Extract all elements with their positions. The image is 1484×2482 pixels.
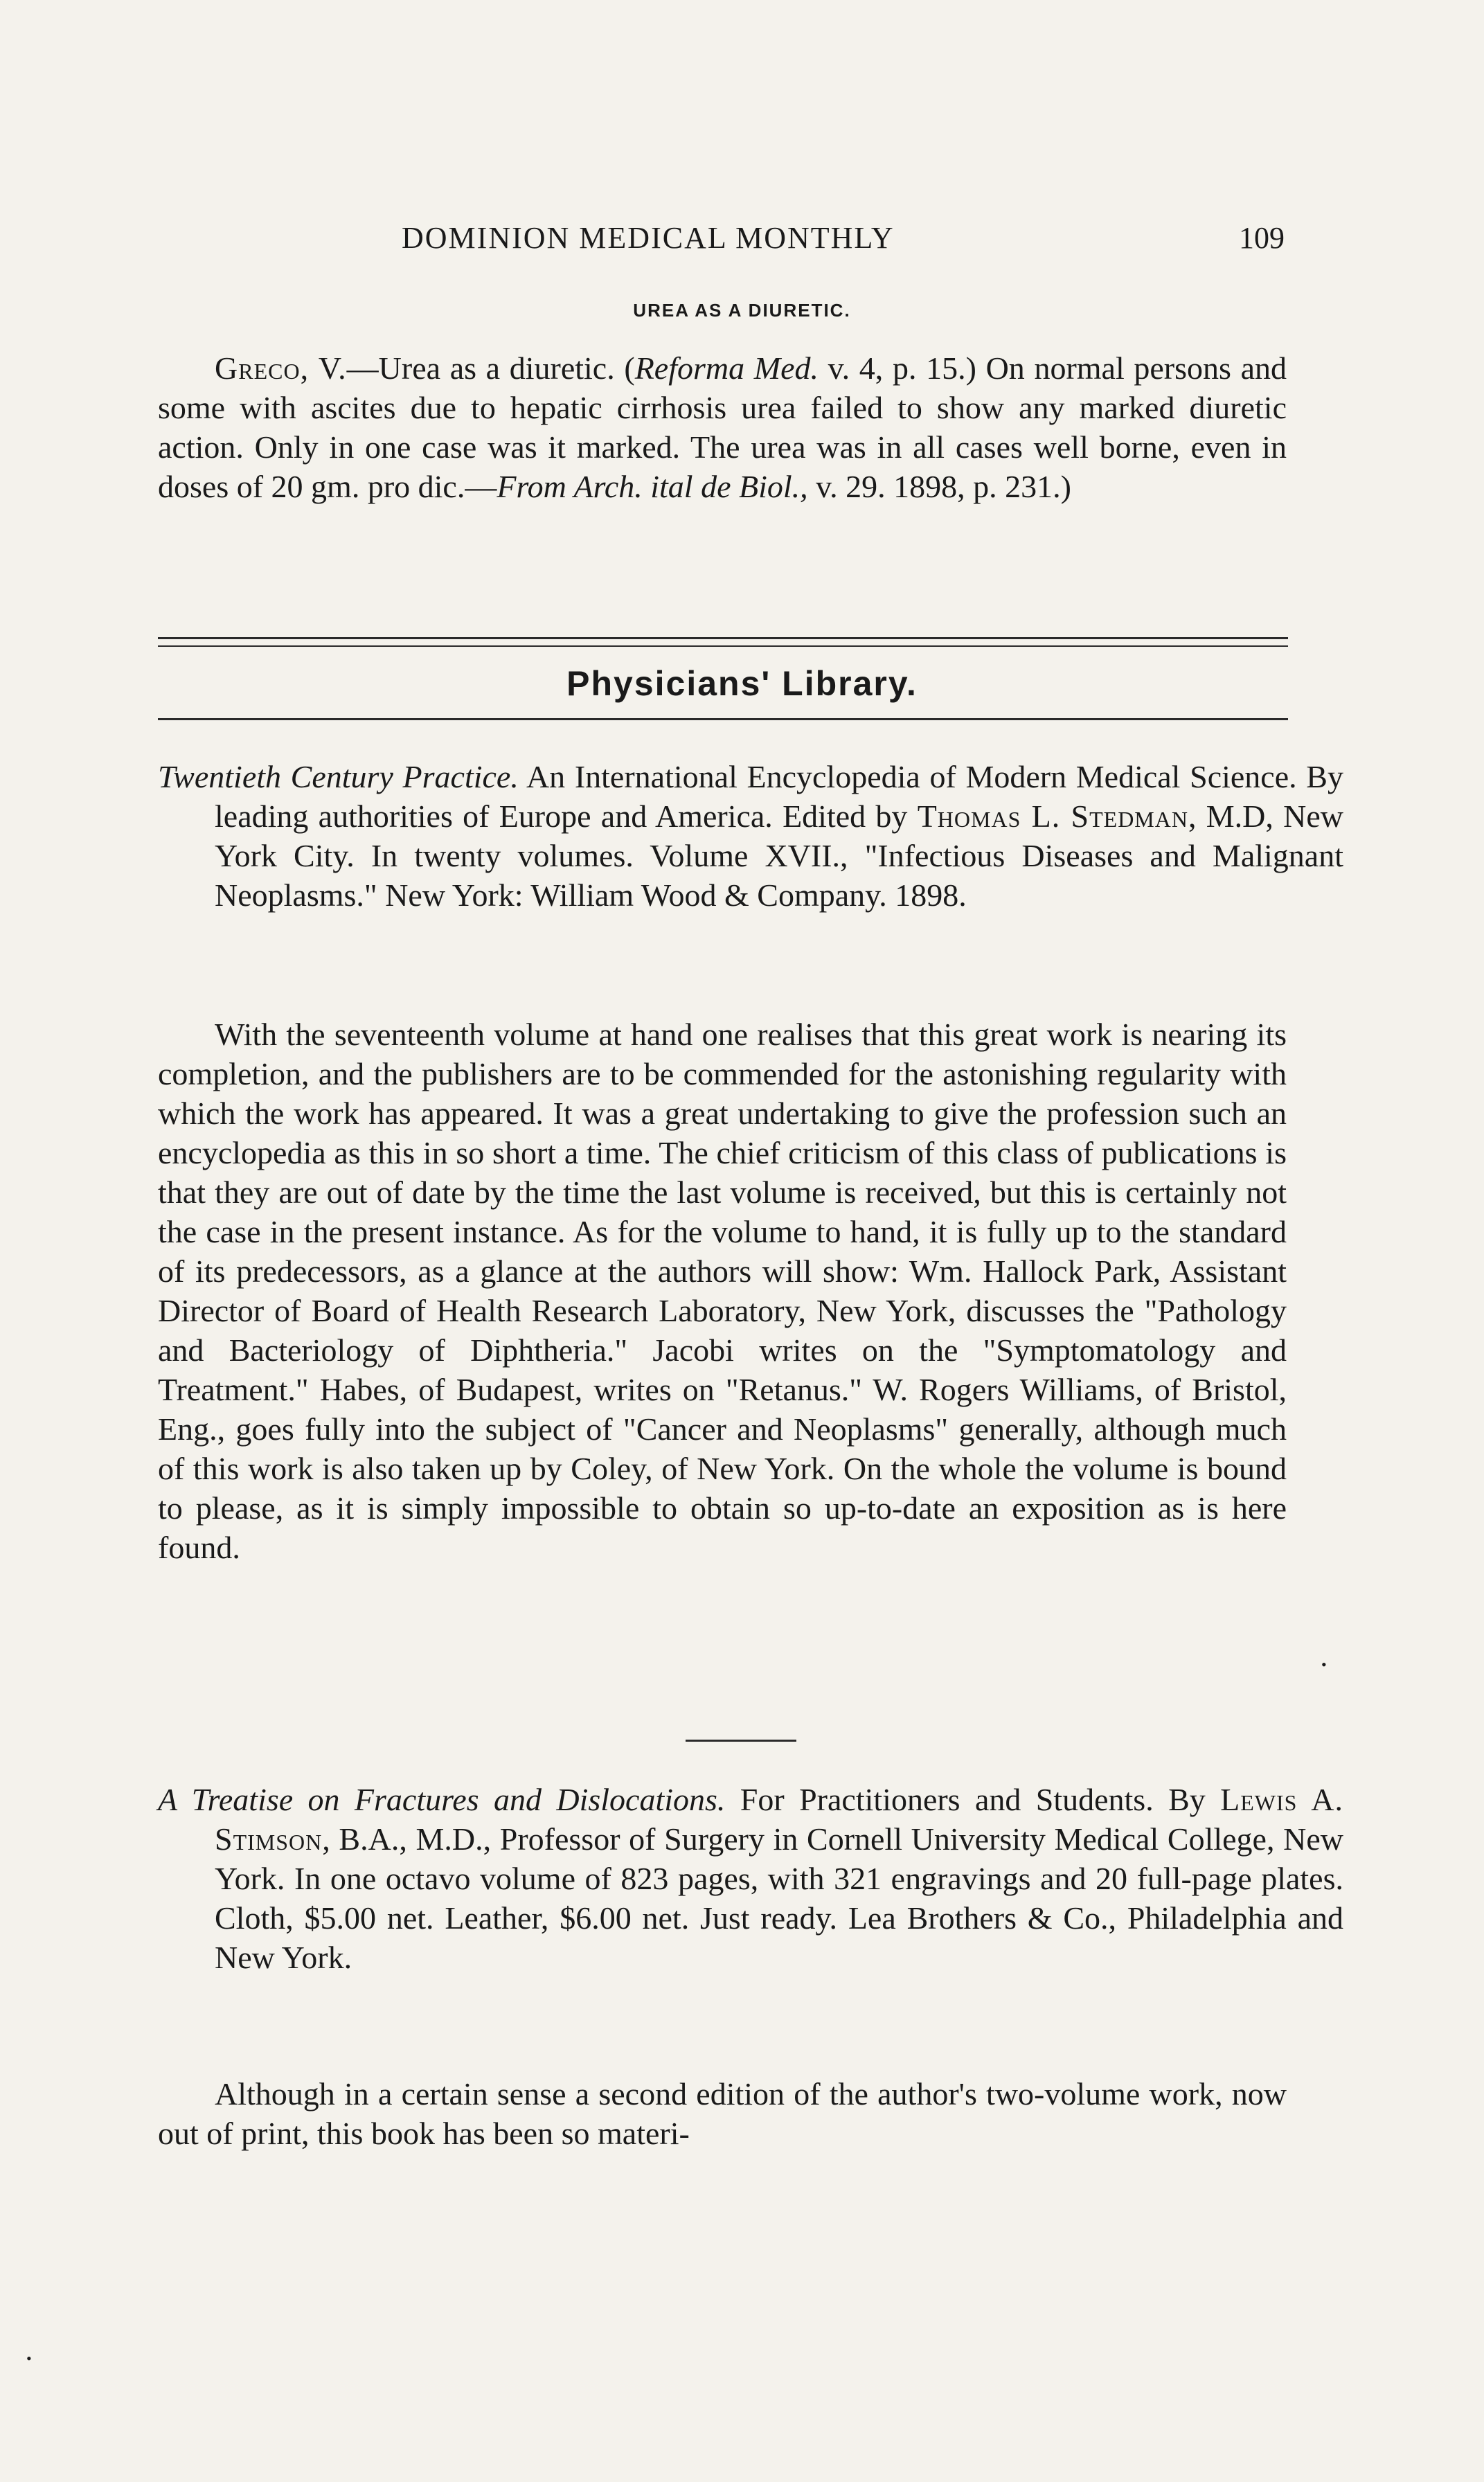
page-number: 109 — [1239, 221, 1285, 255]
urea-citation: v. 4, p. 15.) On normal persons and some with ascites due to hepatic cirrhosis urea failed to show any marked diuretic action. Only in one case was it marked. The urea was in all cases well borne, even in doses of 20 gm. pro dic.— — [158, 350, 1287, 504]
review2-body: Although in a certain sense a second edition of the author's two-volume work, now out of print, this book has been so materi- — [158, 2076, 1287, 2151]
urea-abstract — [158, 348, 1287, 506]
review2-author: Lewis A. Stimson — [215, 1782, 1343, 1857]
review1-editor: Thomas L. Stedman — [917, 798, 1188, 834]
urea-source-tail: v. 29. 1898, p. 231.) — [807, 469, 1071, 504]
urea-title: —Urea as a diuretic. ( — [346, 350, 635, 386]
library-heading: Physicians' Library. — [566, 664, 918, 703]
margin-dot: • — [1321, 1656, 1327, 1673]
top-rule-2 — [158, 645, 1288, 647]
review1-citation-a: An International Encyclopedia of Modern Medical Science. By leading authorities of Europe and America. Edited by — [215, 759, 1343, 834]
running-title: DOMINION MEDICAL MONTHLY — [402, 221, 895, 255]
urea-source: From Arch. ital de Biol., — [497, 469, 808, 504]
running-head — [402, 220, 1285, 256]
review2-citation — [158, 1780, 1343, 1977]
review1-citation — [158, 757, 1343, 915]
review2-citation-a: For Practitioners and Students. By — [725, 1782, 1221, 1817]
separator-rule — [686, 1740, 796, 1742]
review1-title: Twentieth Century Practice. — [158, 759, 519, 794]
bottom-rule — [158, 718, 1288, 720]
review2-title: A Treatise on Fractures and Dislocations. — [158, 1782, 726, 1817]
urea-journal: Reforma Med. — [634, 350, 819, 386]
review1-citation-b: , M.D, New York City. In twenty volumes. Volume XVII., "Infectious Diseases and Malignant Neoplasms." New York: William Wood & Company. 1898. — [215, 798, 1344, 913]
top-rule-1 — [158, 637, 1288, 639]
review2-citation-b: , B.A., M.D., Professor of Surgery in Cornell University Medical College, New York. In one octavo volume of 823 pages, with 321 engravings and 20 full-page plates. Cloth, $5.00 net. Leather, $6.00 net. Just ready. Lea Brothers & Co., Philadelphia and New York. — [215, 1821, 1343, 1975]
edge-dot: • — [26, 2350, 32, 2367]
urea-author: Greco, V. — [215, 350, 347, 386]
review1-body: With the seventeenth volume at hand one realises that this great work is nearing its completion, and the publishers are to be commended for the astonishing regularity with which the work has appeared. It was a great undertaking to give the profession such an encyclopedia as this in so short a time. The chief criticism of this class of publications is that they are out of date by the time the last volume is received, but this is certainly not the case in the present instance. As for the volume to hand, it is fully up to the standard of its predecessors, as a glance at the authors will show: Wm. Hallock Park, Assistant Director of Board of Health Research Laboratory, New York, discusses the "Pathology and Bacteriology of Diphtheria." Jacobi writes on the "Symptomatology and Treatment." Habes, of Budapest, writes on "Retanus." W. Rogers Williams, of Bristol, Eng., goes fully into the subject of "Cancer and Neoplasms" generally, although much of this work is also taken up by Coley, of New York. On the whole the volume is bound to please, as it is simply impossible to obtain so up-to-date an exposition as is here found. — [158, 1017, 1287, 1565]
urea-section-label: UREA AS A DIURETIC. — [633, 300, 851, 321]
